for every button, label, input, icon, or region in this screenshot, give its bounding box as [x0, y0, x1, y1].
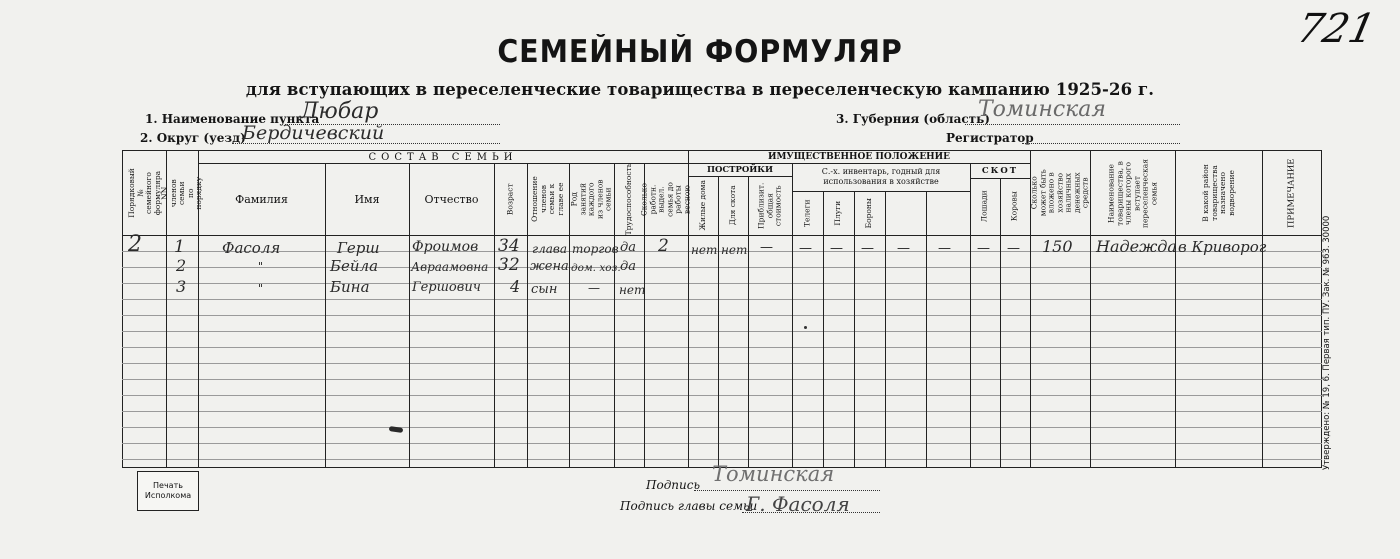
- row1-money: 150: [1042, 237, 1073, 256]
- header-dlya-skota: Для скота: [727, 185, 737, 226]
- print-info: Утверждено: № 19, 6. Первая тип. ПУ. Зак. № 963. 30000: [1322, 215, 1332, 470]
- header-zhilye-doma: Жилые дома: [697, 180, 707, 231]
- guberniya-value: Томинская: [978, 97, 1106, 122]
- archive-number: 721: [1293, 6, 1380, 52]
- header-plugi: Плуги: [833, 200, 843, 226]
- okrug-label: 2. Округ (уезд): [140, 131, 246, 145]
- row1-partnership: Надежда: [1096, 237, 1177, 256]
- row1-barns: нет: [721, 243, 748, 257]
- okrug-value: Бердичевский: [242, 122, 385, 144]
- row1-age: 34: [498, 236, 520, 256]
- header-imushchestvo: ИМУЩЕСТВЕННОЕ ПОЛОЖЕНИЕ: [767, 152, 951, 162]
- header-korovy: Коровы: [1009, 191, 1019, 222]
- header-poryadkovy: Порядковый № семейного формуляра: [126, 168, 162, 218]
- header-skolko-vlozhit: Сколько может быть вложено в хозяйство наличных денежных средств: [1029, 169, 1090, 217]
- glava-value: Г. Фасоля: [746, 492, 850, 516]
- header-skot: СКОТ: [981, 165, 1019, 176]
- header-otchestvo: Отчество: [424, 192, 479, 206]
- header-inventar: С.-х. инвентарь, годный для использования в хозяйстве: [821, 167, 941, 186]
- podpis-label: Подпись: [646, 478, 701, 492]
- header-naimenovanie-tov: Наименование товарищества, в члены которого вступает переселенческая семья: [1106, 158, 1158, 228]
- row1-ploughs: —: [830, 241, 843, 256]
- row2-occupation: дом. хоз.: [571, 262, 621, 274]
- row2-ability: да: [620, 259, 636, 274]
- form-subtitle: для вступающих в переселенческие товарищества в переселенческую кампанию 1925-26 г.: [245, 80, 1155, 99]
- header-skolko-rabotn: Сколько работн. выдел. семья до работы весною: [639, 181, 691, 217]
- row2-age: 32: [498, 255, 520, 275]
- row2-relation: жена: [530, 259, 569, 274]
- row2-surname: ": [258, 260, 264, 273]
- row1-harrows: —: [861, 241, 874, 256]
- podpis-line: [694, 490, 880, 491]
- registrator-label: Регистратор: [946, 131, 1034, 145]
- row1-form-no: 2: [128, 232, 142, 257]
- punkt-value: Любар: [300, 99, 379, 124]
- row1-horses: —: [977, 241, 990, 256]
- row1-ability: да: [620, 240, 636, 255]
- row3-occupation: —: [588, 281, 600, 295]
- punkt-label: 1. Наименование пункта: [145, 112, 320, 126]
- ink-dot: [804, 326, 807, 329]
- row3-ability: нет: [619, 283, 646, 297]
- row1-relation: глава: [532, 242, 567, 256]
- row1-houses: нет: [691, 243, 718, 257]
- row1-patronymic: Фроимов: [412, 239, 479, 255]
- header-borony: Бороны: [864, 197, 874, 229]
- header-otnoshenie: Отношение членов семьи к главе ее: [530, 176, 565, 222]
- row3-member-no: 3: [176, 277, 187, 296]
- row3-name: Бина: [330, 278, 370, 296]
- row1-occupation: торгов: [572, 242, 619, 256]
- stamp-box: Печать Исполкома: [137, 471, 199, 511]
- row1-district: в Криворог: [1178, 238, 1267, 256]
- row2-patronymic: Авраамовна: [411, 260, 489, 274]
- header-loshadi: Лошади: [979, 190, 989, 223]
- registrator-line: [1022, 143, 1180, 144]
- header-priblizit: Приблизит. общая стоимость: [756, 182, 783, 229]
- row1-cost: —: [760, 240, 773, 255]
- guberniya-line: [965, 124, 1180, 125]
- row1-carts: —: [799, 241, 812, 256]
- podpis-value: Томинская: [712, 462, 835, 486]
- row1-inv4: —: [897, 241, 910, 256]
- row1-cows: —: [1007, 241, 1020, 256]
- row3-age: 4: [510, 277, 521, 296]
- header-familiya: Фамилия: [235, 192, 288, 206]
- header-primechanie: ПРИМЕЧАНИЕ: [1286, 158, 1297, 228]
- row1-surname: Фасоля: [222, 239, 281, 257]
- header-bottom-line: [122, 235, 1322, 236]
- row2-name: Бейла: [330, 257, 379, 275]
- header-vozrast: Возраст: [505, 183, 515, 215]
- row1-inv5: —: [938, 241, 951, 256]
- row3-patronymic: Гершович: [412, 280, 481, 295]
- glava-label: Подпись главы семьи: [620, 499, 758, 513]
- header-sostav: СОСТАВ СЕМЬИ: [368, 151, 518, 163]
- form-title: СЕМЕЙНЫЙ ФОРМУЛЯР: [497, 34, 903, 70]
- header-rod-zanyatiy: Род занятий каждого из членов семьи: [569, 179, 613, 219]
- row3-relation: сын: [531, 282, 558, 297]
- header-nn-chlenov: NN членов семьи по порядку: [160, 176, 204, 210]
- row2-member-no: 2: [176, 256, 187, 275]
- header-postroyki: ПОСТРОЙКИ: [706, 164, 774, 175]
- row1-member-no: 1: [174, 237, 185, 257]
- row1-name: Герш: [337, 239, 380, 257]
- row1-workers: 2: [658, 236, 669, 256]
- header-trudosposobnost: Трудоспособность: [623, 162, 633, 236]
- header-rayon: В какой район товарищества назначено водворение: [1200, 164, 1235, 222]
- guberniya-label: 3. Губерния (область): [836, 112, 990, 126]
- header-telegi: Телеги: [802, 199, 812, 227]
- header-imya: Имя: [354, 192, 380, 206]
- row3-surname: ": [258, 282, 264, 295]
